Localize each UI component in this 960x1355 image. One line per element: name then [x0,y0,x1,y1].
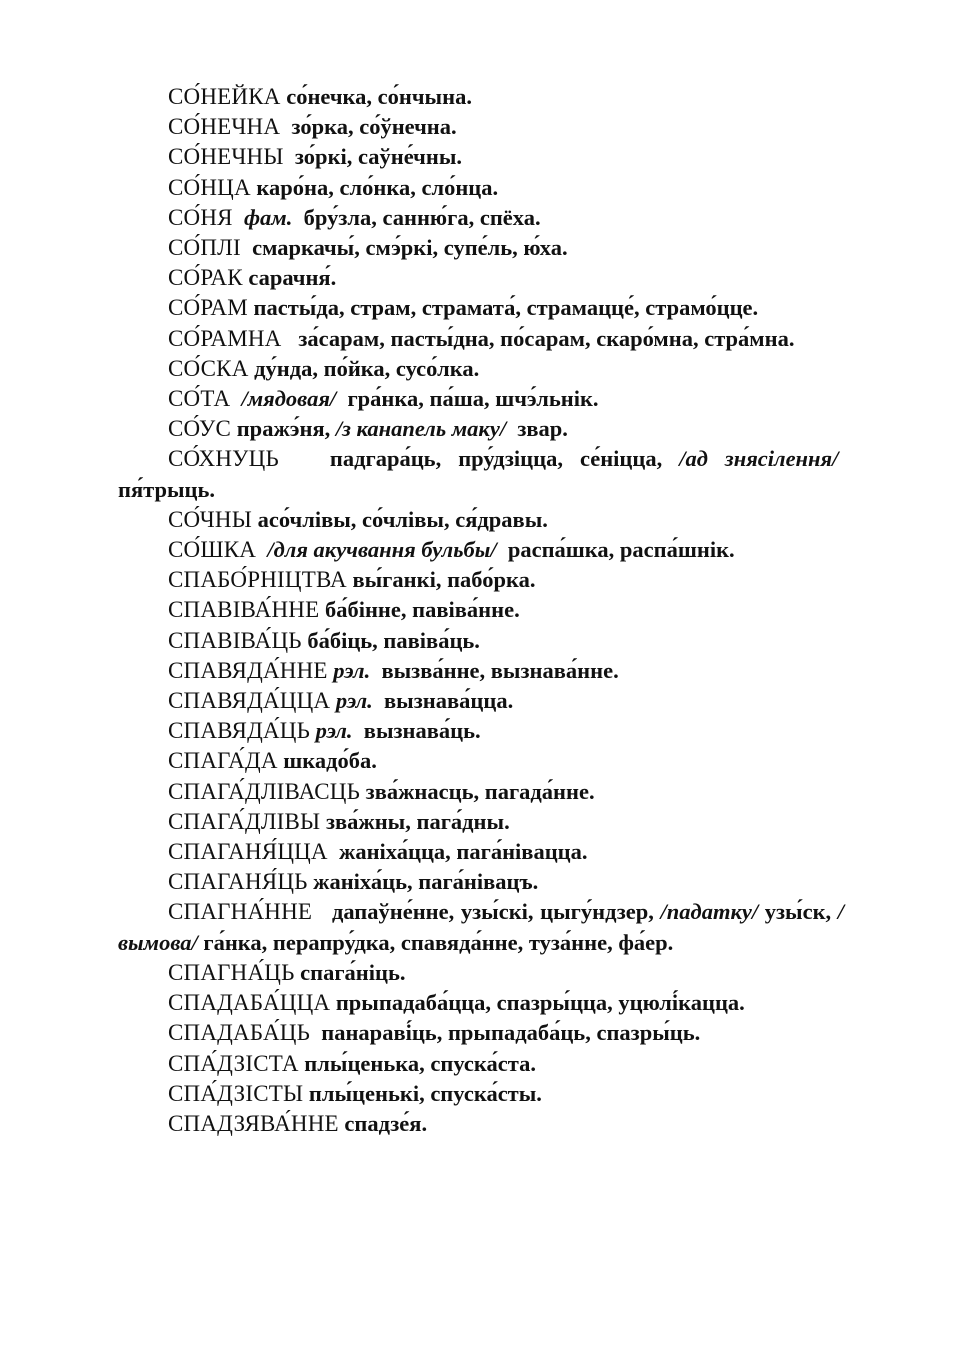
synonyms: вызва́нне, вызнава́нне. [381,657,619,683]
usage-label: рэл. [315,718,353,744]
synonyms: спага́ніць. [300,959,406,985]
synonyms: ба́біць, павіва́ць. [307,627,480,653]
entry-spagadlivy [118,807,844,837]
synonyms: панараві́ць, прыпадаба́ць, спазры́ць. [321,1020,701,1046]
synonyms: каро́на, сло́нка, сло́нца. [256,174,499,200]
synonyms: ду́нда, по́йка, сусо́лка. [254,355,480,381]
entry-sochny [118,505,844,535]
headword: СПА́ДЗІСТЫ [168,1080,304,1106]
headword: СО́ЧНЫ [168,506,252,532]
synonyms: сарачня́. [248,265,337,291]
synonyms: гра́нка, па́ша, шчэ́льнік. [347,386,599,412]
entry-sonechny [118,142,844,172]
dictionary-page [118,82,844,1139]
headword: СПАГАНЯ́ЦЬ [168,869,308,895]
synonyms: за́сарам, пасты́дна, по́сарам, скаро́мна, стра́мна. [298,325,795,351]
synonyms: зва́жны, пага́дны. [325,808,510,834]
headword: СПАВЯДА́ЦЦА [168,688,331,714]
synonyms: дапаўне́нне, узы́скі, цыгу́ндзер, [331,899,654,925]
headword: СО́НЦА [168,174,251,200]
headword: СО́РАМНА [168,325,282,351]
entry-spavivanne [118,595,844,625]
context-note: /падатку/ [660,899,759,925]
entry-spagnac [118,958,844,988]
synonyms: зва́жнасць, пагада́нне. [365,778,595,804]
headword: СПАВЯДА́ЦЬ [168,718,311,744]
entry-sorak [118,263,844,293]
synonyms: вызнава́цца. [384,688,514,714]
entry-sopli [118,233,844,263]
headword: СО́ШКА [168,537,257,563]
synonyms: смаркачы́, смэ́ркі, супе́ль, ю́ха. [252,235,568,261]
headword: СПАГНА́ЦЬ [168,959,295,985]
headword: СПАГА́ДЛІВЫ [168,808,321,834]
synonyms: вызнава́ць. [363,718,481,744]
entry-spagadlivasc [118,777,844,807]
headword: СПАДАБА́ЦЬ [168,1020,310,1046]
synonyms: пасты́да, страм, страмата́, страмацце́, страмо́цце. [253,295,759,321]
headword: СО́РАК [168,265,243,291]
headword: СПАГА́ДА [168,748,278,774]
synonyms: шкадо́ба. [283,748,377,774]
entry-spadabac [118,1018,844,1048]
entry-soram [118,293,844,323]
synonyms: падгара́ць, пру́дзіцца, се́ніцца, [329,446,663,472]
headword: СПАДАБА́ЦЦА [168,990,331,1016]
context-note-2: /вымова/ [118,899,845,955]
headword: СПА́ДЗІСТА [168,1050,299,1076]
headword: СО́РАМ [168,295,248,321]
synonyms: жаніха́цца, пага́нівацца. [339,839,588,865]
synonyms: со́нечка, со́нчына. [286,84,472,109]
usage-label: фам. [243,204,293,230]
headword: СО́НЕЧНА [168,114,281,140]
synonyms-3: га́нка, перапру́дка, спавяда́нне, туза́нне, фа́ер. [203,929,674,955]
headword: СО́НЕЧНЫ [168,144,284,170]
synonyms: ба́бінне, павіва́нне. [324,597,520,623]
headword: СО́ПЛІ [168,235,241,261]
entry-soshka [118,535,844,565]
entry-sonia [118,203,844,233]
headword: СПАГА́ДЛІВАСЦЬ [168,778,361,804]
headword: СПАГАНЯ́ЦЦА [168,839,328,865]
synonyms: зо́рка, со́ўнечна. [291,114,457,140]
synonyms: распа́шка, распа́шнік. [507,537,735,563]
entry-spadziavanne [118,1109,844,1139]
usage-label: рэл. [335,688,373,714]
synonyms: плы́ценькі, спуска́сты. [308,1080,542,1106]
headword: СПАДЗЯВА́ННЕ [168,1110,339,1136]
headword: СО́НЕЙКА [168,84,281,109]
entry-spagnanne [118,897,844,957]
entry-spabornictva [118,565,844,595]
synonyms-2: пя́трыць. [118,476,216,502]
headword: СПАГНА́ННЕ [168,899,313,925]
entry-spadzisty [118,1079,844,1109]
headword: СПАВІВА́ННЕ [168,597,320,623]
headword: СО́ХНУЦЬ [168,446,279,472]
synonyms: бру́зла, санню́га, спёха. [303,204,541,230]
headword: СО́СКА [168,355,249,381]
synonyms-2: звар. [517,416,568,442]
synonyms: спадзе́я. [344,1110,428,1136]
entry-spavivac [118,626,844,656]
entry-soramna [118,324,844,354]
entry-soska [118,354,844,384]
usage-label: рэл. [333,657,371,683]
context-note: /мядовая/ [241,386,337,412]
entry-sonca [118,173,844,203]
entry-spadabacca [118,988,844,1018]
context-note: /для акучвання бульбы/ [267,537,497,563]
entry-sota [118,384,844,414]
entry-spaviadacca [118,686,844,716]
entry-spagada [118,746,844,776]
headword: СО́ТА [168,386,231,412]
synonyms: вы́ганкі, пабо́рка. [352,567,536,593]
entry-sonejka [118,82,844,112]
entry-sonechna [118,112,844,142]
synonyms: асо́члівы, со́члівы, ся́дравы. [257,506,548,532]
entry-sous [118,414,844,444]
context-note: /з канапель маку/ [335,416,507,442]
entry-spadzista [118,1049,844,1079]
headword: СПАВЯДА́ННЕ [168,657,328,683]
headword: СПАБО́РНІЦТВА [168,567,347,593]
headword: СПАВІВА́ЦЬ [168,627,302,653]
context-note: /ад знясілення/ [679,446,839,472]
synonyms: прыпадаба́цца, спазры́цца, уцюлі́кацца. [335,990,745,1016]
entry-spaganiac [118,867,844,897]
synonyms-2: узы́ск, [764,899,832,925]
entry-sohnuc [118,444,844,504]
synonyms: плы́ценька, спуска́ста. [304,1050,536,1076]
headword: СО́НЯ [168,204,233,230]
entry-spaviadac [118,716,844,746]
entry-spaviadanne [118,656,844,686]
synonyms: зо́ркі, саўне́чны. [294,144,463,170]
entry-spaganiacca [118,837,844,867]
headword: СО́УС [168,416,232,442]
synonyms: жаніха́ць, пага́нівацъ. [313,869,539,895]
synonyms: пражэ́ня, [236,416,331,442]
